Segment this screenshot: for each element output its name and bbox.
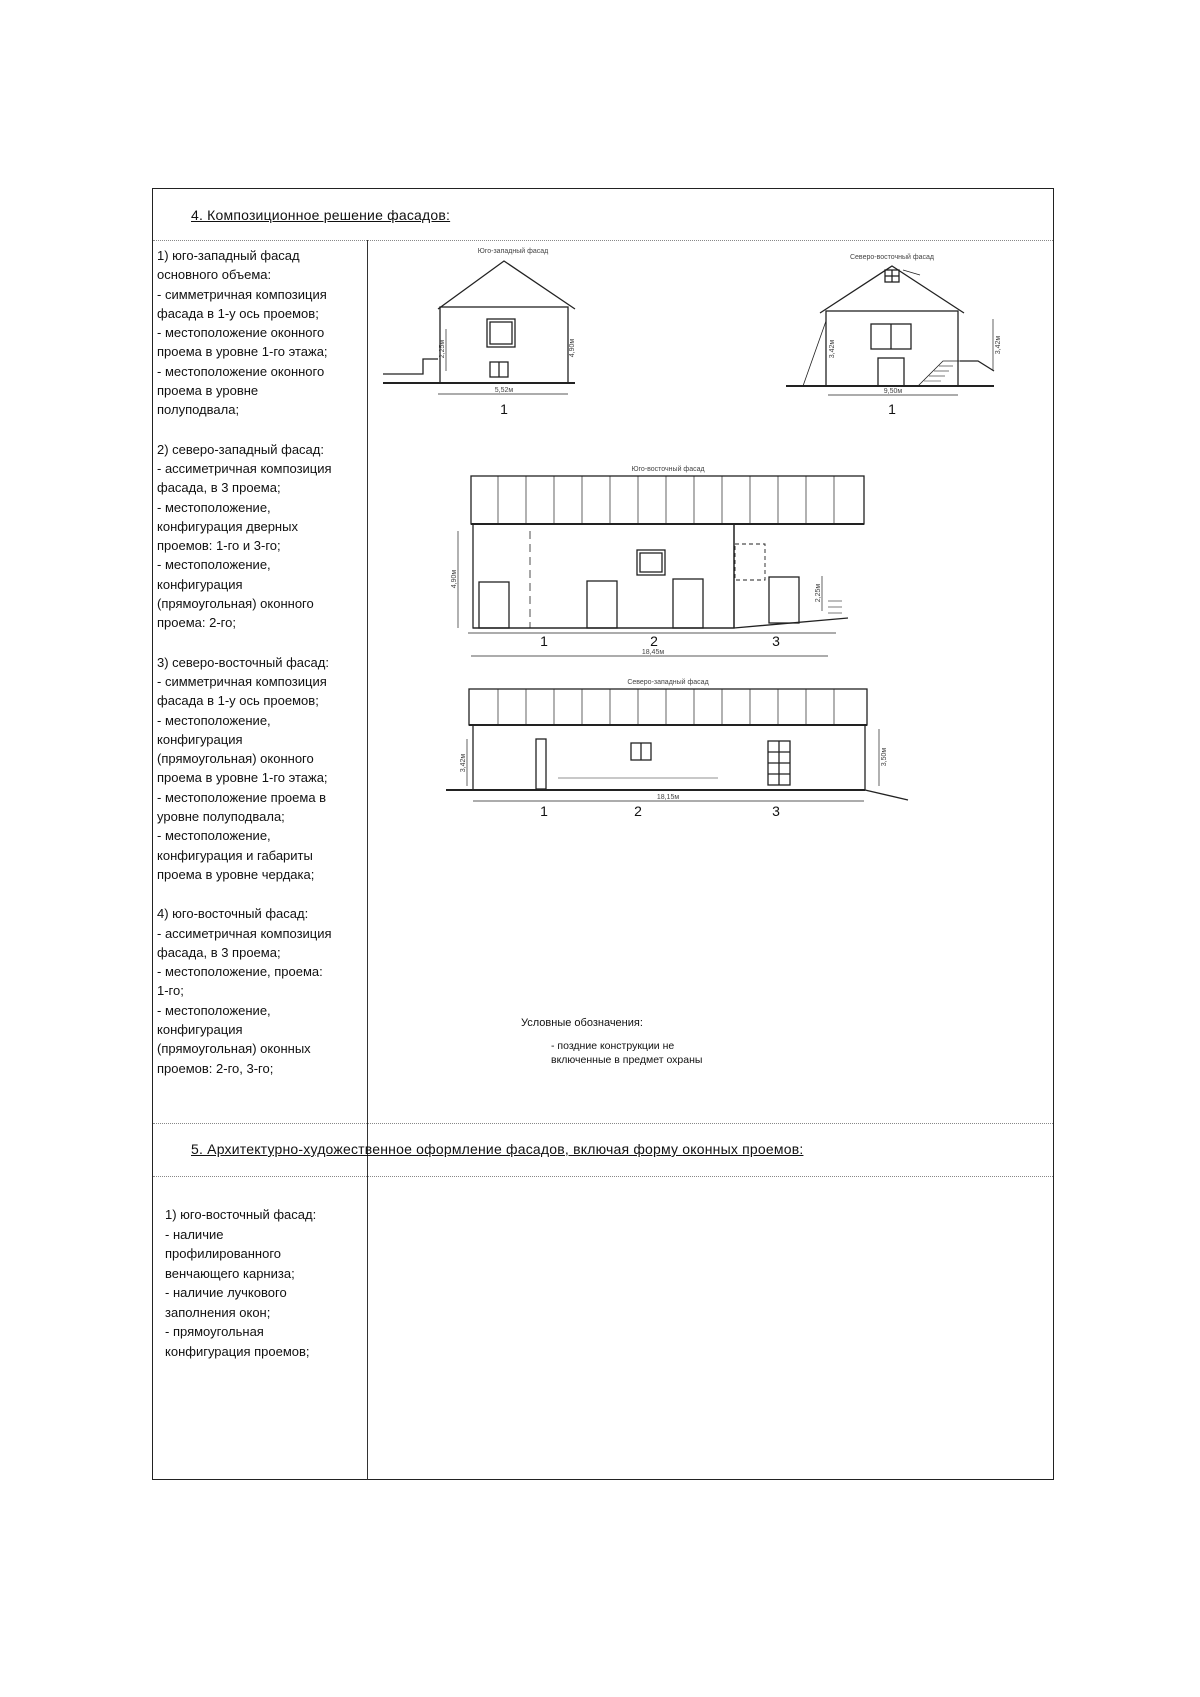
section-4-text [157, 246, 367, 1098]
text-line: проема в уровне 1-го этажа; [157, 770, 328, 786]
sw-height: 4,90м [569, 338, 576, 358]
text-line: - местоположение оконного [157, 325, 325, 341]
text-line: полуподвала; [157, 402, 240, 418]
sw-title: Юго-западный фасад [477, 248, 549, 255]
ne-height: 3,42м [995, 335, 1002, 355]
text-line: - местоположение, проема: [157, 964, 323, 980]
text-line: проема в уровне [157, 383, 259, 399]
nw-h2: 3,42м [460, 753, 467, 773]
text-line: конфигурация дверных [157, 518, 298, 534]
ne-width: 9,50м [883, 388, 903, 395]
text-line: (прямоугольная) оконного [157, 596, 314, 612]
nw-title: Северо-западный фасад [627, 679, 709, 686]
text-line: основного объема: [157, 267, 272, 283]
text-line: проемов: 2-го, 3-го; [157, 1060, 274, 1076]
section-5-text [165, 1205, 365, 1361]
text-line: - наличие [165, 1226, 224, 1242]
section-4-heading: 4. Композиционное решение фасадов: [191, 207, 451, 223]
text-line: - ассиметричная композиция [157, 460, 332, 476]
text-line: - местоположение, [157, 1002, 271, 1018]
text-line: венчающего карниза; [165, 1265, 295, 1281]
ne-h2: 3,42м [829, 339, 836, 359]
facade-drawings [368, 241, 1052, 1121]
legend-item [551, 1039, 702, 1067]
text-line: 1-го; [157, 983, 184, 999]
text-line: уровне полуподвала; [157, 809, 285, 825]
text-line: - наличие лучкового [165, 1285, 287, 1300]
facade-paragraph [157, 904, 367, 1078]
axis-label: 2 [634, 803, 642, 819]
text-line: конфигурация и габариты [157, 847, 313, 863]
axis-label: 1 [540, 633, 548, 649]
section-5-heading: 5. Архитектурно-художественное оформление фасадов, включая форму оконных проемов: [191, 1141, 804, 1157]
text-line: профилированного [165, 1246, 282, 1261]
text-line: (прямоугольная) оконного [157, 751, 314, 767]
text-line: фасада, в 3 проема; [157, 944, 281, 960]
text-line: заполнения окон; [165, 1304, 271, 1320]
text-line: - ассиметричная композиция [157, 925, 332, 941]
text-line: - местоположение оконного [157, 363, 325, 379]
facade-paragraph [157, 440, 367, 633]
text-line: конфигурация [157, 1021, 243, 1037]
text-line: - симметричная композиция [157, 673, 327, 689]
se-h2: 2,25м [815, 583, 822, 603]
axis-label: 3 [772, 633, 780, 649]
se-title: Юго-восточный фасад [631, 466, 705, 473]
text-line: конфигурация [157, 576, 243, 592]
text-line: конфигурация [157, 731, 243, 747]
text-line: 1) юго-восточный фасад: [165, 1207, 317, 1222]
text-line: 3) северо-восточный фасад: [157, 654, 329, 670]
text-line: проема в уровне чердака; [157, 866, 315, 882]
legend-title: Условные обозначения: [521, 1017, 643, 1029]
text-line: проемов: 1-го и 3-го; [157, 538, 281, 554]
sw-width: 5,52м [494, 387, 514, 394]
ne-title: Северо-восточный фасад [849, 254, 935, 261]
text-line: 4) юго-восточный фасад: [157, 906, 309, 922]
axis-label: 3 [772, 803, 780, 819]
text-line: фасада, в 3 проема; [157, 480, 281, 496]
text-line: - местоположение проема в [157, 789, 327, 805]
legend-line: - поздние конструкции не [551, 1040, 675, 1052]
document-frame [152, 188, 1054, 1480]
divider [153, 1123, 1053, 1124]
text-line: - местоположение, [157, 828, 271, 844]
sw-h2: 2,25м [439, 339, 446, 359]
text-line: - прямоугольная [165, 1324, 264, 1339]
text-line: проема: 2-го; [157, 615, 236, 631]
text-line: 2) северо-западный фасад: [157, 441, 324, 457]
axis-label: 1 [500, 401, 508, 417]
text-line: - местоположение, [157, 499, 271, 515]
axis-label: 2 [650, 633, 658, 649]
text-line: проема в уровне 1-го этажа; [157, 344, 328, 360]
axis-label: 1 [540, 803, 548, 819]
text-line: фасада в 1-у ось проемов; [157, 693, 319, 709]
text-line: - местоположение, [157, 557, 271, 573]
se-height: 4,90м [451, 569, 458, 589]
text-line: 1) юго-западный фасад [157, 248, 300, 263]
axis-label: 1 [888, 401, 896, 417]
text-line: фасада в 1-у ось проемов; [157, 305, 319, 321]
se-width: 18,45м [641, 649, 665, 656]
text-line: - местоположение, [157, 712, 271, 728]
text-line: - симметричная композиция [157, 286, 327, 302]
text-line: конфигурация проемов; [165, 1343, 310, 1359]
legend-line: включенные в предмет охраны [551, 1054, 703, 1066]
text-line: (прямоугольная) оконных [157, 1041, 311, 1057]
facade-paragraph [157, 653, 367, 885]
nw-width: 18,15м [656, 794, 680, 801]
divider [153, 1176, 1053, 1177]
facade-paragraph [157, 246, 367, 420]
nw-height: 3,50м [881, 747, 888, 767]
